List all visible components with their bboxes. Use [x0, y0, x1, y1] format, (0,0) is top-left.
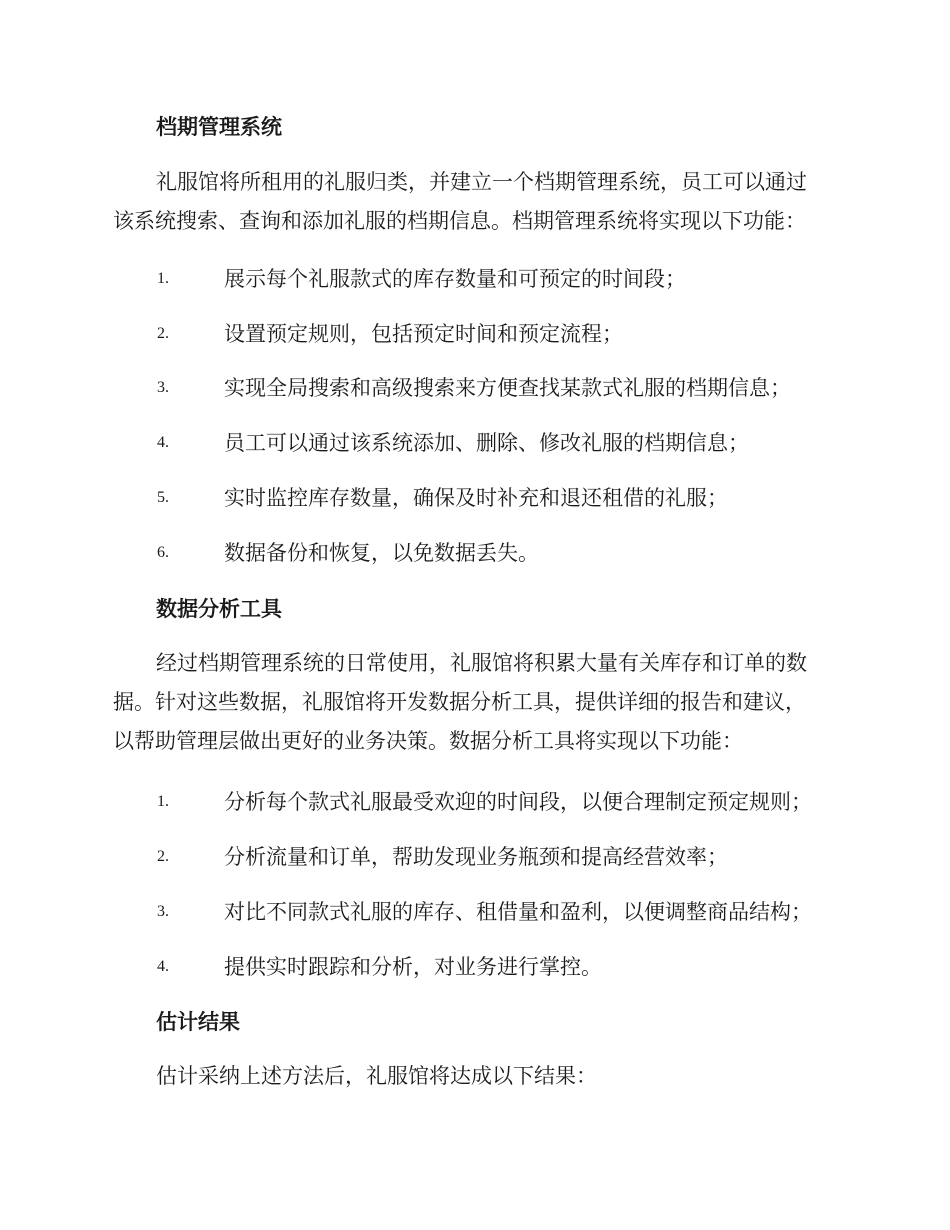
section-intro-schedule-system	[113, 163, 833, 241]
list-item-text: 设置预定规则，包括预定时间和预定流程；	[224, 322, 623, 346]
section-intro-data-analysis	[113, 644, 833, 761]
list-item-number: 4.	[157, 958, 169, 975]
section-heading-estimated-results: 估计结果	[156, 1009, 240, 1034]
section-intro-estimated-results	[113, 1057, 833, 1096]
list-item-number: 2.	[157, 325, 169, 342]
list-item-number: 1.	[157, 793, 169, 810]
list-item-number: 4.	[157, 434, 169, 451]
list-item-text: 员工可以通过该系统添加、删除、修改礼服的档期信息；	[224, 431, 749, 455]
list-item-number: 5.	[157, 489, 169, 506]
list-item-text: 分析每个款式礼服最受欢迎的时间段，以便合理制定预定规则；	[224, 790, 812, 814]
intro-line: 该系统搜索、查询和添加礼服的档期信息。档期管理系统将实现以下功能：	[113, 209, 806, 233]
intro-line: 以帮助管理层做出更好的业务决策。数据分析工具将实现以下功能：	[113, 729, 743, 753]
list-item-text: 实时监控库存数量，确保及时补充和退还租借的礼服；	[224, 486, 728, 510]
list-item-text: 分析流量和订单，帮助发现业务瓶颈和提高经营效率；	[224, 845, 728, 869]
list-item-number: 3.	[157, 379, 169, 396]
list-item-text: 对比不同款式礼服的库存、租借量和盈利，以便调整商品结构；	[224, 900, 812, 924]
section-heading-schedule-system: 档期管理系统	[156, 114, 282, 139]
list-item-number: 2.	[157, 848, 169, 865]
intro-line: 经过档期管理系统的日常使用，礼服馆将积累大量有关库存和订单的数	[156, 651, 807, 675]
list-item-number: 6.	[157, 544, 169, 561]
list-item-text: 实现全局搜索和高级搜索来方便查找某款式礼服的档期信息；	[224, 376, 791, 400]
list-item-number: 1.	[157, 270, 169, 287]
intro-line: 礼服馆将所租用的礼服归类，并建立一个档期管理系统，员工可以通过	[156, 170, 807, 194]
list-item-number: 3.	[157, 903, 169, 920]
intro-line: 据。针对这些数据，礼服馆将开发数据分析工具，提供详细的报告和建议，	[113, 690, 806, 714]
list-item-text: 数据备份和恢复，以免数据丢失。	[224, 541, 539, 565]
list-item-text: 展示每个礼服款式的库存数量和可预定的时间段；	[224, 267, 686, 291]
list-item-text: 提供实时跟踪和分析，对业务进行掌控。	[224, 955, 602, 979]
section-heading-data-analysis: 数据分析工具	[156, 596, 282, 621]
intro-line: 估计采纳上述方法后，礼服馆将达成以下结果：	[156, 1064, 597, 1088]
